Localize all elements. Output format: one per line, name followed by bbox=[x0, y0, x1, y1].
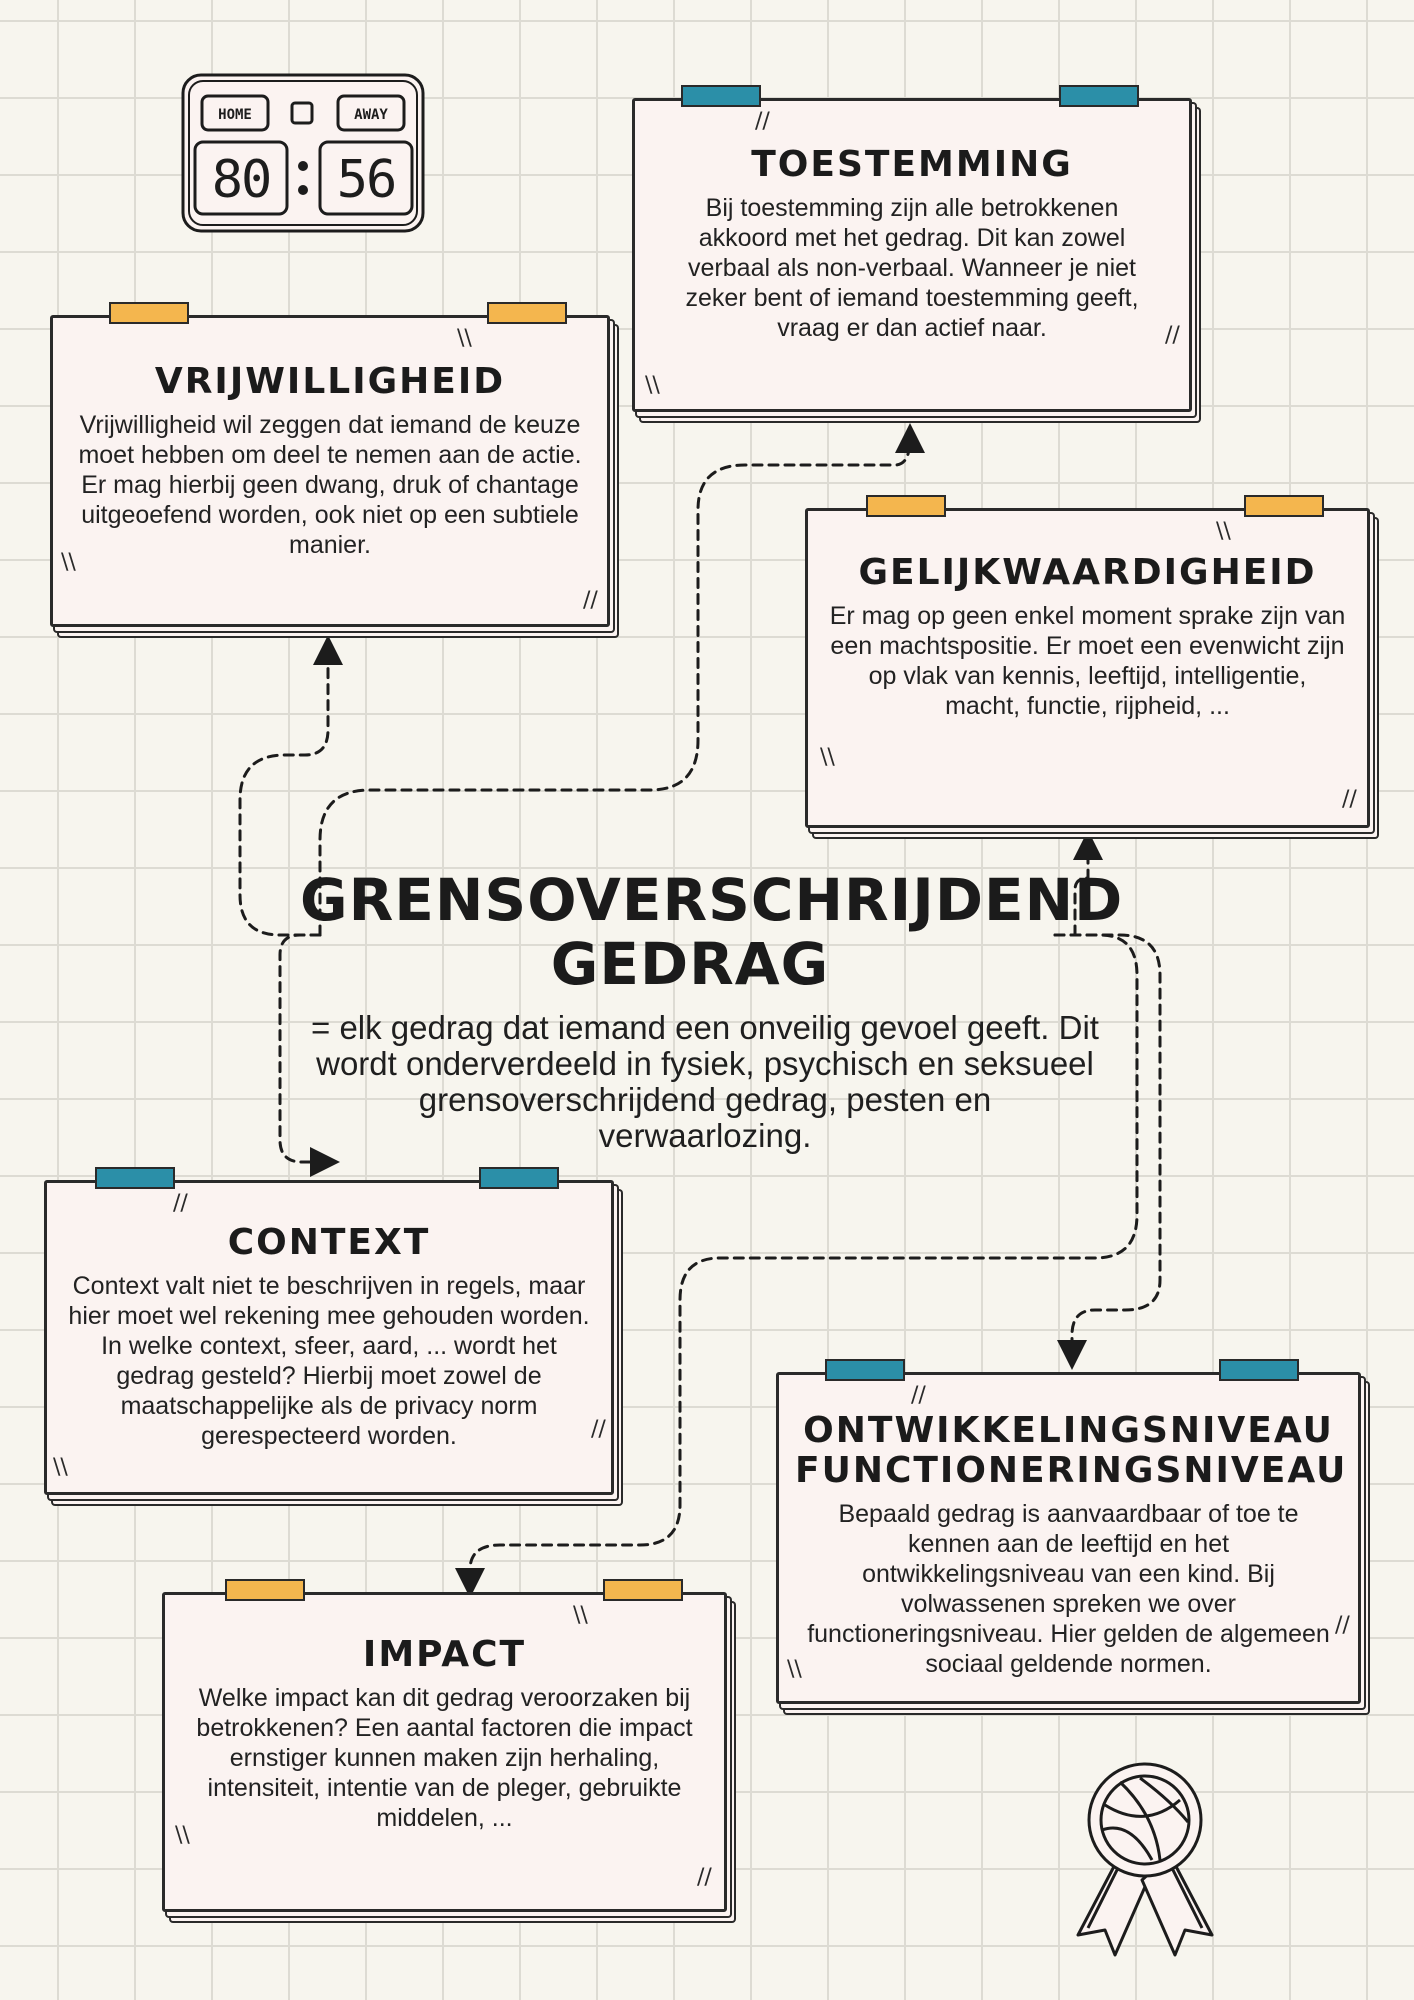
tape bbox=[1219, 1359, 1299, 1381]
scoreboard-away-label: AWAY bbox=[354, 107, 388, 123]
tape bbox=[487, 302, 567, 324]
card-title: GELIJKWAARDIGHEID bbox=[858, 552, 1317, 593]
tape bbox=[1059, 85, 1139, 107]
basketball-medal-icon bbox=[1060, 1760, 1230, 1960]
tape bbox=[95, 1167, 175, 1189]
tape bbox=[681, 85, 761, 107]
card-text: Context valt niet te beschrijven in regels, maar hier moet wel rekening mee gehouden worden. In welke context, sfeer, aard, ... wordt het gedrag gesteld? Hierbij moet zowel de maatschappelijke als de privacy norm gerespecteerd worden. bbox=[68, 1272, 590, 1450]
card-ontwikkelingsniveau: // // \\ ONTWIKKELINGSNIVEAU FUNCTIONERINGSNIVEAU Bepaald gedrag is aanvaardbaar of toe te kennen aan de leeftijd en het ontwikkelingsniveau van een kind. Bij volwassenen spreken we over functioneringsniveau. Hier gelden de algemeen sociaal geldende normen. bbox=[776, 1372, 1361, 1704]
card-gelijkwaardigheid: \\ \\ // GELIJKWAARDIGHEID Er mag op geen enkel moment sprake zijn van een machtspositie. Er moet een evenwicht zijn op vlak van kennis, leeftijd, intelligentie, macht, functie, rijpheid, ... bbox=[805, 508, 1370, 828]
card-text: Bepaald gedrag is aanvaardbaar of toe te kennen aan de leeftijd en het ontwikkelingsniveau van een kind. Bij volwassenen spreken we over functioneringsniveau. Hier gelden de algemeen sociaal geldende normen. bbox=[807, 1500, 1330, 1678]
card-title: IMPACT bbox=[362, 1634, 527, 1675]
main-title bbox=[300, 866, 1124, 998]
scoreboard-home-label: HOME bbox=[218, 107, 252, 123]
card-context: // // \\ CONTEXT Context valt niet te beschrijven in regels, maar hier moet wel rekening mee gehouden worden. In welke context, sfeer, aard, ... wordt het gedrag gesteld? Hierbij moet zowel de maatschappelijke als de privacy norm gerespecteerd worden. bbox=[44, 1180, 614, 1495]
main-title-line1: GRENSOVERSCHRIJDEND bbox=[300, 866, 1124, 934]
scoreboard-home-score: 80 bbox=[211, 150, 271, 210]
card-text: Bij toestemming zijn alle betrokkenen akkoord met het gedrag. Dit kan zowel verbaal als non-verbaal. Wanneer je niet zeker bent of iemand toestemming geeft, vraag er dan actief naar. bbox=[685, 194, 1139, 342]
card-toestemming: // // \\ TOESTEMMING Bij toestemming zijn alle betrokkenen akkoord met het gedrag. Dit kan zowel verbaal als non-verbaal. Wanneer je niet zeker bent of iemand toestemming geeft, vraag er dan actief naar. bbox=[632, 98, 1192, 412]
card-title-line1: ONTWIKKELINGSNIVEAU bbox=[803, 1410, 1334, 1451]
tape bbox=[109, 302, 189, 324]
tape bbox=[1244, 495, 1324, 517]
tape bbox=[479, 1167, 559, 1189]
tape bbox=[866, 495, 946, 517]
tape bbox=[603, 1579, 683, 1601]
card-impact: \\ \\ // IMPACT Welke impact kan dit gedrag veroorzaken bij betrokkenen? Een aantal factoren die impact ernstiger kunnen maken zijn herhaling, intensiteit, intentie van de pleger, gebruikte middelen, ... bbox=[162, 1592, 727, 1912]
card-title-line2: FUNCTIONERINGSNIVEAU bbox=[795, 1450, 1348, 1491]
main-definition: = elk gedrag dat iemand een onveilig gevoel geeft. Dit wordt onderverdeeld in fysiek, psychisch en seksueel grensoverschrijdend gedrag, pesten en verwaarlozing. bbox=[311, 1009, 1099, 1154]
tape bbox=[825, 1359, 905, 1381]
tape bbox=[225, 1579, 305, 1601]
card-text: Er mag op geen enkel moment sprake zijn van een machtspositie. Er moet een evenwicht zijn op vlak van kennis, leeftijd, intelligentie, macht, functie, rijpheid, ... bbox=[829, 602, 1346, 720]
card-text: Vrijwilligheid wil zeggen dat iemand de keuze moet hebben om deel te nemen aan de actie. Er mag hierbij geen dwang, druk of chantage uitgeoefend worden, ook niet op een subtiele manier. bbox=[78, 411, 582, 559]
scoreboard-icon bbox=[180, 72, 426, 240]
card-title: VRIJWILLIGHEID bbox=[154, 361, 506, 402]
card-title: CONTEXT bbox=[227, 1222, 431, 1263]
scoreboard-away-score: 56 bbox=[336, 150, 396, 210]
main-title-line2: GEDRAG bbox=[550, 930, 830, 998]
card-text: Welke impact kan dit gedrag veroorzaken bij betrokkenen? Een aantal factoren die impact ernstiger kunnen maken zijn herhaling, intensiteit, intentie van de pleger, gebruikte middelen, ... bbox=[196, 1684, 693, 1832]
card-title: TOESTEMMING bbox=[751, 144, 1073, 185]
card-vrijwilligheid: \\ \\ // VRIJWILLIGHEID Vrijwilligheid wil zeggen dat iemand de keuze moet hebben om deel te nemen aan de actie. Er mag hierbij geen dwang, druk of chantage uitgeoefend worden, ook niet op een subtiele manier. bbox=[50, 315, 610, 627]
